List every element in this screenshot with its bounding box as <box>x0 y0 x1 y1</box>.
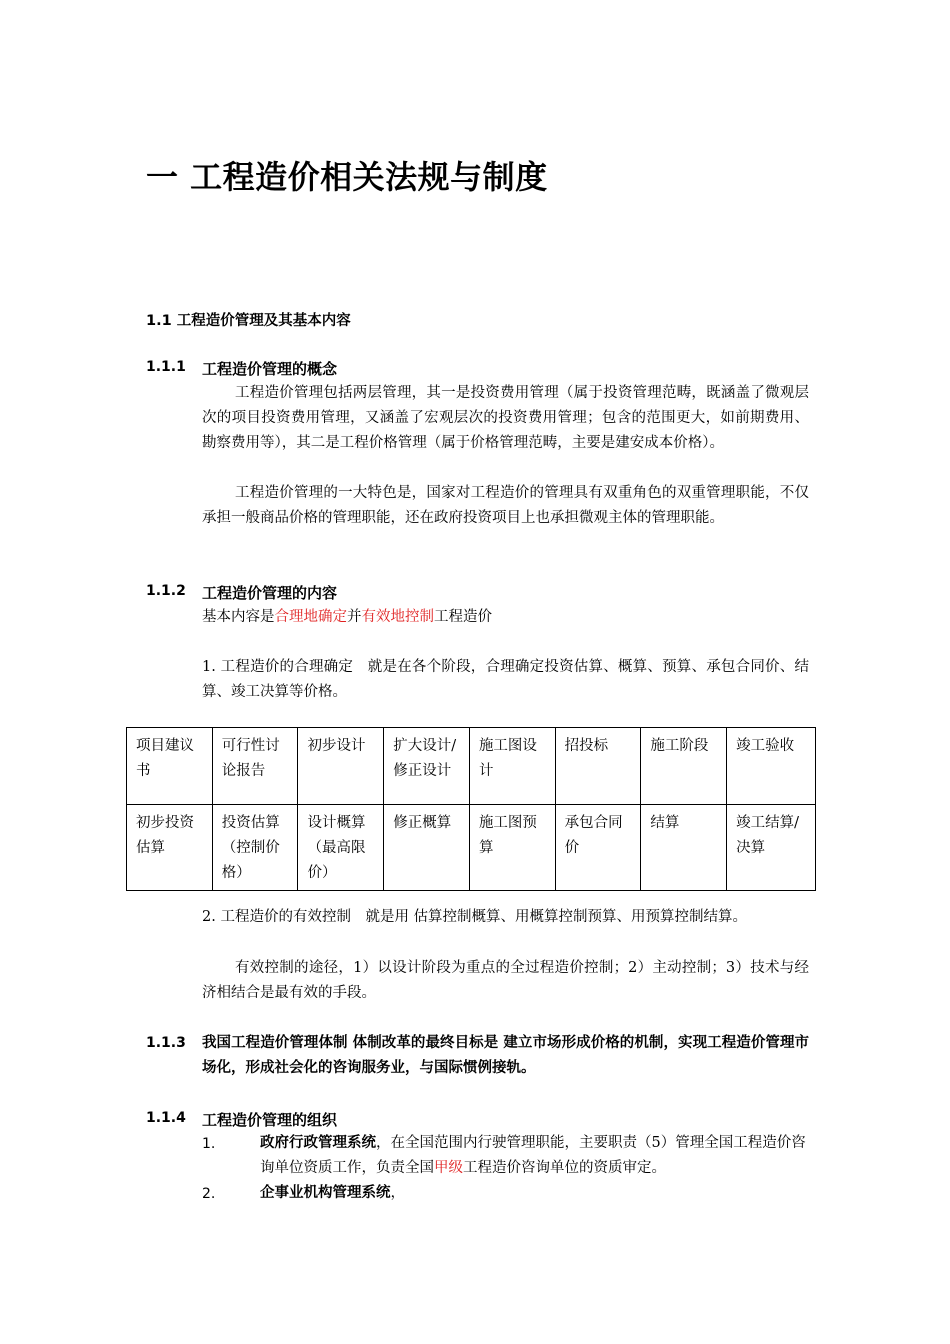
highlight-effective: 有效地控制 <box>361 609 434 625</box>
highlight-reasonable: 合理地确定 <box>274 609 347 625</box>
paragraph-concept-2: 工程造价管理的一大特色是，国家对工程造价的管理具有双重角色的双重管理职能，不仅承担一般商品价格的管理职能，还在政府投资项目上也承担微观主体的管理职能。 <box>202 485 809 526</box>
section-heading-1-1: 1.1 工程造价管理及其基本内容 <box>146 313 351 329</box>
table-cell: 可行性讨论报告 <box>212 728 298 805</box>
table-cell: 竣工验收 <box>727 728 816 805</box>
highlight-grade-a: 甲级 <box>434 1160 463 1176</box>
table-cell: 施工阶段 <box>641 728 727 805</box>
enterprise-system-label: 企事业机构管理系统 <box>260 1185 391 1201</box>
table-cell: 施工图预算 <box>469 805 555 891</box>
paragraph-management-system: 我国工程造价管理体制 体制改革的最终目标是 建立市场形成价格的机制，实现工程造价管理市场化，形成社会化的咨询服务业，与国际惯例接轨。 <box>202 1035 809 1076</box>
stage-cost-table <box>126 727 816 891</box>
heading-title-1-1-2: 工程造价管理的内容 <box>202 584 338 602</box>
enterprise-system-text: ， <box>390 1185 405 1201</box>
table-cell: 修正概算 <box>384 805 470 891</box>
government-system-text-a: ，在全国范围内行驶管理职能，主要职责（5）管理全国工程造价咨询单位资质工作，负责全国 <box>260 1135 806 1176</box>
list-item-government <box>260 1131 810 1181</box>
basic-content-text-c: 工程造价 <box>434 609 492 625</box>
heading-number-1-1-1: 1.1.1 <box>146 359 186 375</box>
basic-content-line <box>202 605 809 630</box>
heading-number-1-1-2: 1.1.2 <box>146 583 186 599</box>
table-cell: 投资估算（控制价格） <box>212 805 298 891</box>
basic-content-text-b: 并 <box>347 609 362 625</box>
table-cell: 承包合同价 <box>555 805 641 891</box>
heading-number-1-1-4: 1.1.4 <box>146 1110 186 1126</box>
list-item-number: 2. <box>202 1186 216 1202</box>
table-cell: 招投标 <box>555 728 641 805</box>
table-cell: 结算 <box>641 805 727 891</box>
item-effective-control: 2. 工程造价的有效控制 就是用 估算控制概算、用概算控制预算、用预算控制结算。 <box>202 909 748 925</box>
table-cell: 扩大设计/修正设计 <box>384 728 470 805</box>
item-reasonable-determination: 1. 工程造价的合理确定 就是在各个阶段，合理确定投资估算、概算、预算、承包合同价、结算、竣工决算等价格。 <box>202 659 809 700</box>
heading-title-1-1-4: 工程造价管理的组织 <box>202 1111 338 1129</box>
list-item-enterprise <box>260 1181 810 1206</box>
government-system-label: 政府行政管理系统 <box>260 1135 376 1151</box>
heading-title-1-1-1: 工程造价管理的概念 <box>202 360 338 378</box>
table-row <box>127 805 816 891</box>
government-system-text-b: 工程造价咨询单位的资质审定。 <box>463 1160 666 1176</box>
table-cell: 设计概算（最高限价） <box>298 805 384 891</box>
list-item-number: 1. <box>202 1136 216 1152</box>
table-cell: 初步投资估算 <box>127 805 213 891</box>
paragraph-control-approach: 有效控制的途径，1）以设计阶段为重点的全过程造价控制；2）主动控制；3）技术与经济相结合是最有效的手段。 <box>202 960 809 1001</box>
heading-number-1-1-3: 1.1.3 <box>146 1035 186 1051</box>
table-row <box>127 728 816 805</box>
table-cell: 施工图设计 <box>469 728 555 805</box>
document-title: 一 工程造价相关法规与制度 <box>146 158 548 196</box>
table-cell: 初步设计 <box>298 728 384 805</box>
table-cell: 项目建议书 <box>127 728 213 805</box>
basic-content-text-a: 基本内容是 <box>202 609 275 625</box>
table-cell: 竣工结算/决算 <box>727 805 816 891</box>
paragraph-concept-1: 工程造价管理包括两层管理，其一是投资费用管理（属于投资管理范畴，既涵盖了微观层次的项目投资费用管理，又涵盖了宏观层次的投资费用管理；包含的范围更大，如前期费用、勘察费用等），其二是工程价格管理（属于价格管理范畴，主要是建安成本价格）。 <box>202 385 809 451</box>
